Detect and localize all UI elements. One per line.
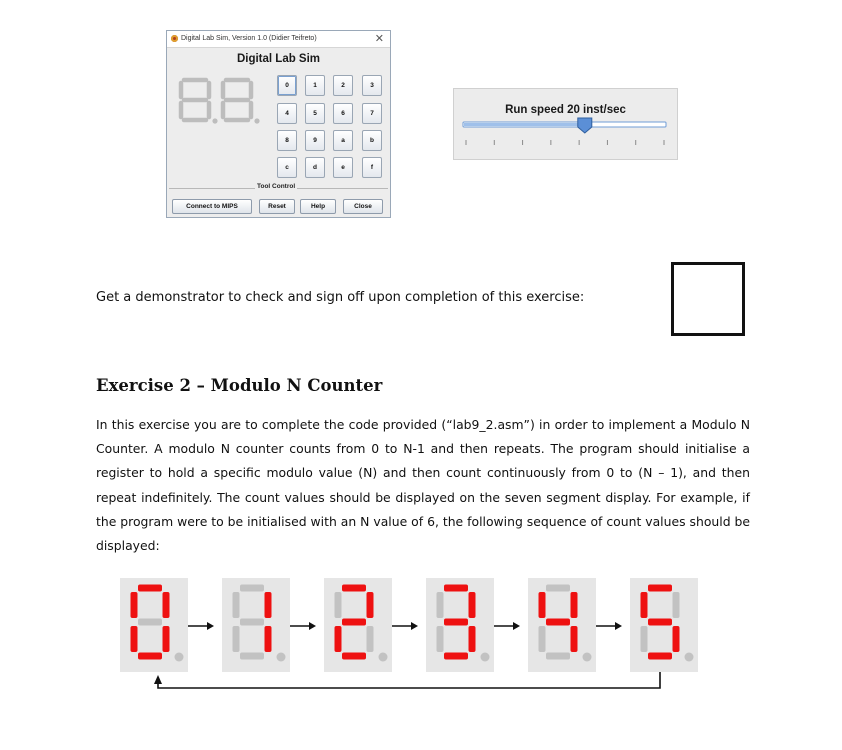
segment-g <box>546 619 570 626</box>
key-7[interactable]: 7 <box>362 103 382 124</box>
segment-g <box>240 619 264 626</box>
key-1[interactable]: 1 <box>305 75 325 96</box>
tool-control-group <box>169 183 388 216</box>
count-sequence-figure <box>120 575 720 705</box>
segment-c <box>673 626 680 652</box>
segment-f <box>233 592 240 618</box>
key-8[interactable]: 8 <box>277 130 297 151</box>
run-speed-panel <box>453 88 678 160</box>
close-icon[interactable]: ✕ <box>374 33 384 45</box>
segment-b <box>163 592 170 618</box>
key-0[interactable]: 0 <box>277 75 297 96</box>
segment-e <box>641 626 648 652</box>
segment-g <box>138 619 162 626</box>
run-speed-label: Run speed 20 inst/sec <box>505 104 626 116</box>
connect-to-mips-button[interactable]: Connect to MIPS <box>172 199 252 214</box>
segment-a <box>648 585 672 592</box>
decimal-point <box>175 653 184 662</box>
segment-g <box>648 619 672 626</box>
key-5[interactable]: 5 <box>305 103 325 124</box>
segment-d <box>138 653 162 660</box>
segment-c <box>265 626 272 652</box>
segment-a <box>240 585 264 592</box>
decimal-point <box>379 653 388 662</box>
window-title: Digital Lab Sim, Version 1.0 (Didier Teifreto) <box>181 35 317 42</box>
reset-button[interactable]: Reset <box>259 199 295 214</box>
key-a[interactable]: a <box>333 130 353 151</box>
segment-a <box>444 585 468 592</box>
segment-g <box>342 619 366 626</box>
segment-b <box>367 592 374 618</box>
key-e[interactable]: e <box>333 157 353 178</box>
key-2[interactable]: 2 <box>333 75 353 96</box>
segment-a <box>342 585 366 592</box>
seven-segment-digit-1 <box>222 578 290 672</box>
segment-e <box>131 626 138 652</box>
help-button[interactable]: Help <box>300 199 336 214</box>
segment-e <box>335 626 342 652</box>
arrowhead-icon <box>154 675 162 684</box>
seven-segment-digit-2 <box>324 578 392 672</box>
segment-c <box>469 626 476 652</box>
key-6[interactable]: 6 <box>333 103 353 124</box>
seven-segment-display <box>172 74 272 126</box>
arrowhead-icon <box>207 622 214 630</box>
seven-segment-digit-3 <box>426 578 494 672</box>
segment-d <box>546 653 570 660</box>
exercise-paragraph: In this exercise you are to complete the code provided (“lab9_2.asm”) in order to implement a Modulo N Counter. A modulo N counter counts from 0 to N-1 and then repeats. The program should initialise a register to hold a specific modulo value (N) and then count continuously from 0 to (N – 1), and then repeat indefinitely. The count values should be displayed on the seven segment display. For example, if the program were to be initialised with an N value of 6, the following sequence of count values should be displayed: <box>96 417 750 554</box>
segment-c <box>367 626 374 652</box>
key-b[interactable]: b <box>362 130 382 151</box>
arrowhead-icon <box>411 622 418 630</box>
segment-d <box>648 653 672 660</box>
segment-f <box>437 592 444 618</box>
exercise-heading: Exercise 2 – Modulo N Counter <box>96 376 383 395</box>
app-icon <box>171 35 178 42</box>
segment-f <box>641 592 648 618</box>
segment-e <box>539 626 546 652</box>
key-f[interactable]: f <box>362 157 382 178</box>
tool-control-label: Tool Control <box>257 183 296 190</box>
digital-lab-sim-window <box>166 30 391 218</box>
slider-ticks <box>466 140 664 145</box>
lcd-dot <box>254 118 259 123</box>
segment-c <box>163 626 170 652</box>
segment-d <box>342 653 366 660</box>
window-titlebar[interactable] <box>167 31 390 48</box>
decimal-point <box>277 653 286 662</box>
seven-segment-digit-4 <box>528 578 596 672</box>
slider-thumb <box>578 118 592 133</box>
key-9[interactable]: 9 <box>305 130 325 151</box>
repeat-loop-line <box>158 672 660 688</box>
segment-d <box>240 653 264 660</box>
key-d[interactable]: d <box>305 157 325 178</box>
segment-e <box>437 626 444 652</box>
key-c[interactable]: c <box>277 157 297 178</box>
slider-fill <box>464 123 585 126</box>
segment-a <box>138 585 162 592</box>
segment-g <box>444 619 468 626</box>
segment-b <box>469 592 476 618</box>
segment-c <box>571 626 578 652</box>
signoff-instruction: Get a demonstrator to check and sign off upon completion of this exercise: <box>96 290 585 305</box>
seven-segment-digit-5 <box>630 578 698 672</box>
segment-e <box>233 626 240 652</box>
arrowhead-icon <box>513 622 520 630</box>
arrowhead-icon <box>309 622 316 630</box>
segment-b <box>265 592 272 618</box>
signoff-checkbox[interactable] <box>671 262 745 336</box>
segment-b <box>571 592 578 618</box>
key-3[interactable]: 3 <box>362 75 382 96</box>
seven-segment-digit-0 <box>120 578 188 672</box>
segment-b <box>673 592 680 618</box>
arrowhead-icon <box>615 622 622 630</box>
lcd-dot <box>212 118 217 123</box>
decimal-point <box>583 653 592 662</box>
key-4[interactable]: 4 <box>277 103 297 124</box>
decimal-point <box>685 653 694 662</box>
segment-f <box>335 592 342 618</box>
close-button[interactable]: Close <box>343 199 383 214</box>
segment-f <box>539 592 546 618</box>
run-speed-slider[interactable] <box>454 113 679 163</box>
window-heading: Digital Lab Sim <box>236 53 321 65</box>
decimal-point <box>481 653 490 662</box>
segment-a <box>546 585 570 592</box>
segment-d <box>444 653 468 660</box>
segment-f <box>131 592 138 618</box>
